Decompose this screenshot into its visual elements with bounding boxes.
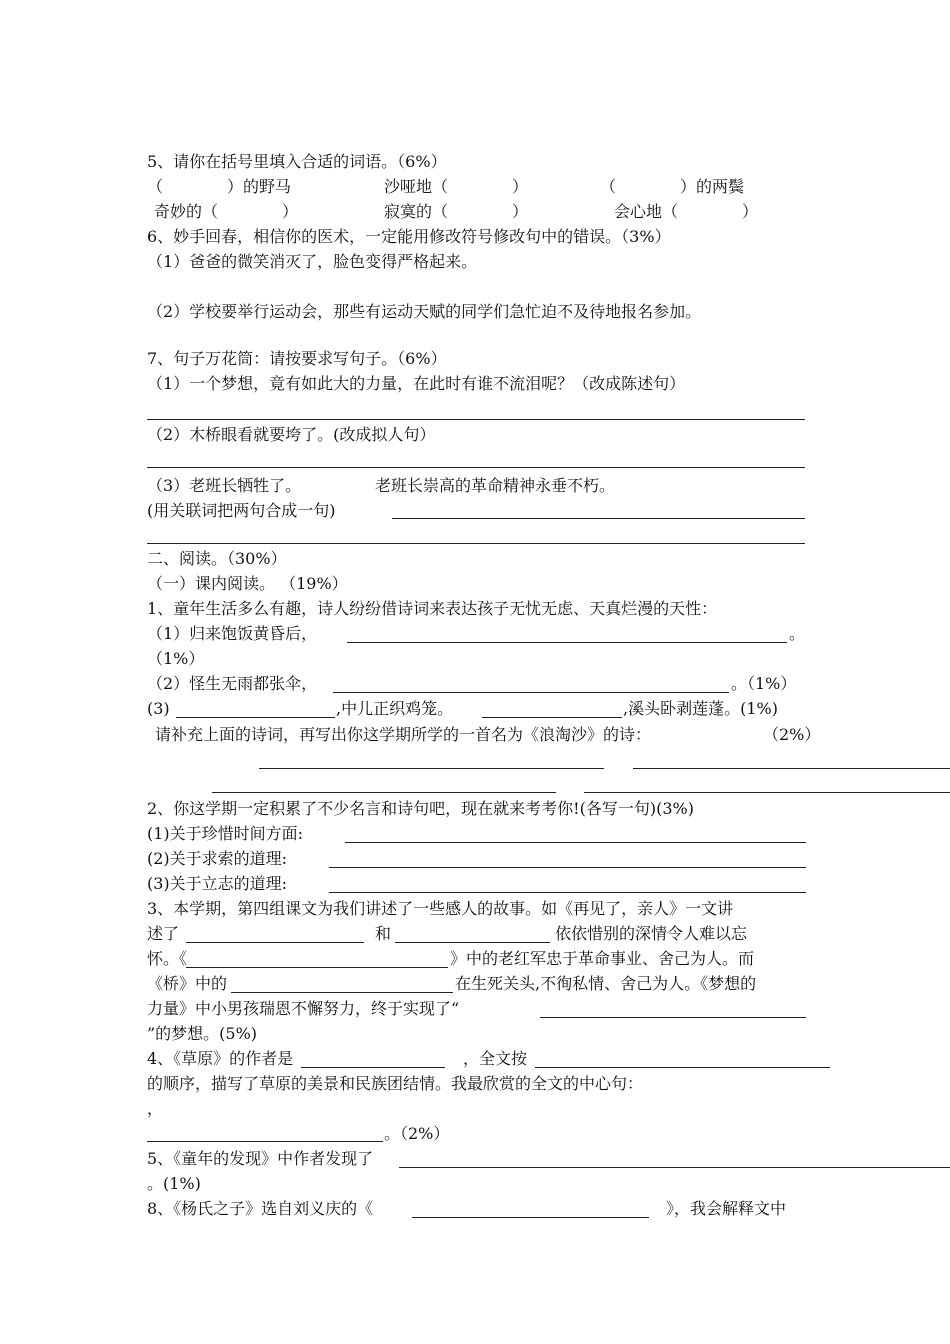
r1-line-1: （1）归来饱饭黄昏后， — [147, 624, 318, 643]
r5-line-2: 。(1%) — [147, 1174, 201, 1193]
q7-answer-line-1[interactable] — [147, 419, 805, 420]
r1-line-1-score: （1%） — [147, 649, 205, 668]
r3-blank-3[interactable] — [186, 967, 448, 968]
q7-sentence-1: （1）一个梦想，竟有如此大的力量，在此时有谁不流泪呢？（改成陈述句） — [147, 374, 686, 393]
r1-line-2-end: 。（1%） — [731, 674, 797, 693]
r4-blank-author[interactable] — [301, 1067, 445, 1068]
r3-blank-4[interactable] — [231, 992, 453, 993]
r5-blank[interactable] — [399, 1167, 950, 1168]
r4-line-4: 。（2%） — [384, 1124, 450, 1143]
r3-line-6: ”的梦想。(5%) — [147, 1024, 258, 1043]
r4-line-2: 的顺序，描写了草原的美景和民族团结情。我最欣赏的全文的中心句： — [147, 1074, 644, 1093]
r1-line-4: 请补充上面的诗词，再写出你这学期所学的一首名为《浪淘沙》的诗： — [155, 725, 652, 744]
q5-blank-temples: （ ）的两鬓 — [600, 177, 745, 196]
q7-sentence-3a: （3）老班长牺牲了。 — [147, 476, 302, 495]
r2-line-3: (3)关于立志的道理: — [147, 874, 288, 893]
r3-line-4a: 《桥》中的 — [147, 974, 228, 993]
r2-blank-3[interactable] — [329, 892, 806, 893]
r1-line-3a: (3) — [147, 699, 170, 718]
q6-sentence-2: （2）学校要举行运动会，那些有运动天赋的同学们急忙迫不及待地报名参加。 — [147, 302, 702, 321]
r3-line-2b: 和 — [375, 924, 392, 943]
part2-subtitle: （一）课内阅读。 （19%） — [147, 574, 348, 593]
r1-blank-1[interactable] — [347, 642, 787, 643]
r3-blank-1[interactable] — [186, 942, 364, 943]
r3-blank-2[interactable] — [395, 942, 550, 943]
q5-blank-wild-horse: （ ）的野马 — [147, 177, 292, 196]
q6-title: 6、妙手回春，相信你的医术，一定能用修改符号修改句中的错误。（3%） — [147, 227, 671, 246]
r3-line-2a: 述了 — [147, 924, 180, 943]
r1-blank-3a[interactable] — [176, 717, 335, 718]
q7-answer-line-3b[interactable] — [147, 543, 805, 544]
r2-title: 2、你这学期一定积累了不少名言和诗句吧，现在就来考考你!(各写一句)(3%) — [147, 799, 694, 818]
r8-line-1b: 》，我会解释文中 — [666, 1199, 787, 1218]
q7-instruction-3: (用关联词把两句合成一句) — [147, 501, 336, 520]
r2-blank-2[interactable] — [329, 867, 806, 868]
q5-blank-wonderful: 奇妙的（ ） — [154, 202, 299, 221]
r1-title: 1、童年生活多么有趣，诗人纷纷借诗词来表达孩子无忧无虑、天真烂漫的天性： — [147, 599, 718, 618]
r3-line-5a: 力量》中小男孩瑞恩不懈努力，终于实现了“ — [147, 999, 460, 1018]
r1-line-1-end: 。 — [789, 624, 806, 643]
r2-line-1: (1)关于珍惜时间方面: — [147, 824, 304, 843]
r3-line-1: 3、本学期，第四组课文为我们讲述了一些感人的故事。如《再见了，亲人》一文讲 — [147, 899, 734, 918]
r1-poem-line-2[interactable] — [633, 768, 950, 769]
part2-title: 二、阅读。（30%） — [147, 549, 287, 568]
q7-title: 7、句子万花筒：请按要求写句子。（6%） — [147, 349, 447, 368]
r1-poem-line-4[interactable] — [584, 792, 950, 793]
r1-blank-2[interactable] — [333, 692, 729, 693]
r2-line-2: (2)关于求索的道理: — [147, 849, 288, 868]
r1-line-3c: ,溪头卧剥莲蓬。(1%) — [623, 699, 778, 718]
q7-answer-line-3a[interactable] — [392, 518, 805, 519]
r3-blank-5[interactable] — [540, 1017, 806, 1018]
q7-sentence-2: （2）木桥眼看就要垮了。(改成拟人句） — [147, 425, 436, 444]
r5-line-1: 5、《童年的发现》中作者发现了 — [147, 1149, 374, 1168]
q5-blank-lonely: 寂寞的（ ） — [384, 202, 529, 221]
r1-line-4-score: （2%） — [763, 725, 821, 744]
q6-sentence-1: （1）爸爸的微笑消灭了，脸色变得严格起来。 — [147, 252, 478, 271]
q5-blank-knowing: 会心地（ ） — [614, 202, 759, 221]
r1-blank-3b[interactable] — [482, 717, 622, 718]
r4-blank-center[interactable] — [147, 1141, 383, 1142]
r8-line-1a: 8、《杨氏之子》选自刘义庆的《 — [147, 1199, 374, 1218]
q7-sentence-3b: 老班长崇高的革命精神永垂不朽。 — [375, 476, 616, 495]
r2-blank-1[interactable] — [345, 842, 806, 843]
r4-line-1a: 4、《草原》的作者是 — [147, 1049, 294, 1068]
r3-line-4b: 在生死关头,不徇私情、舍己为人。《梦想的 — [455, 974, 757, 993]
q5-blank-hoarse: 沙哑地（ ） — [384, 177, 529, 196]
r3-line-2c: 依依惜别的深情令人难以忘 — [555, 924, 748, 943]
r3-line-3b: 》中的老红军忠于革命事业、舍己为人。而 — [450, 949, 755, 968]
q5-title: 5、请你在括号里填入合适的词语。（6%） — [147, 152, 447, 171]
r8-blank-book[interactable] — [412, 1217, 649, 1218]
r1-poem-line-1[interactable] — [259, 768, 604, 769]
q7-answer-line-2[interactable] — [147, 467, 805, 468]
r4-line-3: ， — [147, 1099, 164, 1118]
r1-line-3b: ,中儿正织鸡笼。 — [336, 699, 454, 718]
r1-poem-line-3[interactable] — [212, 792, 556, 793]
r4-line-1b: ，全文按 — [463, 1049, 528, 1068]
r1-line-2: （2）怪生无雨都张伞， — [147, 674, 318, 693]
r3-line-3a: 怀。《 — [147, 949, 188, 968]
r4-blank-order[interactable] — [535, 1067, 830, 1068]
